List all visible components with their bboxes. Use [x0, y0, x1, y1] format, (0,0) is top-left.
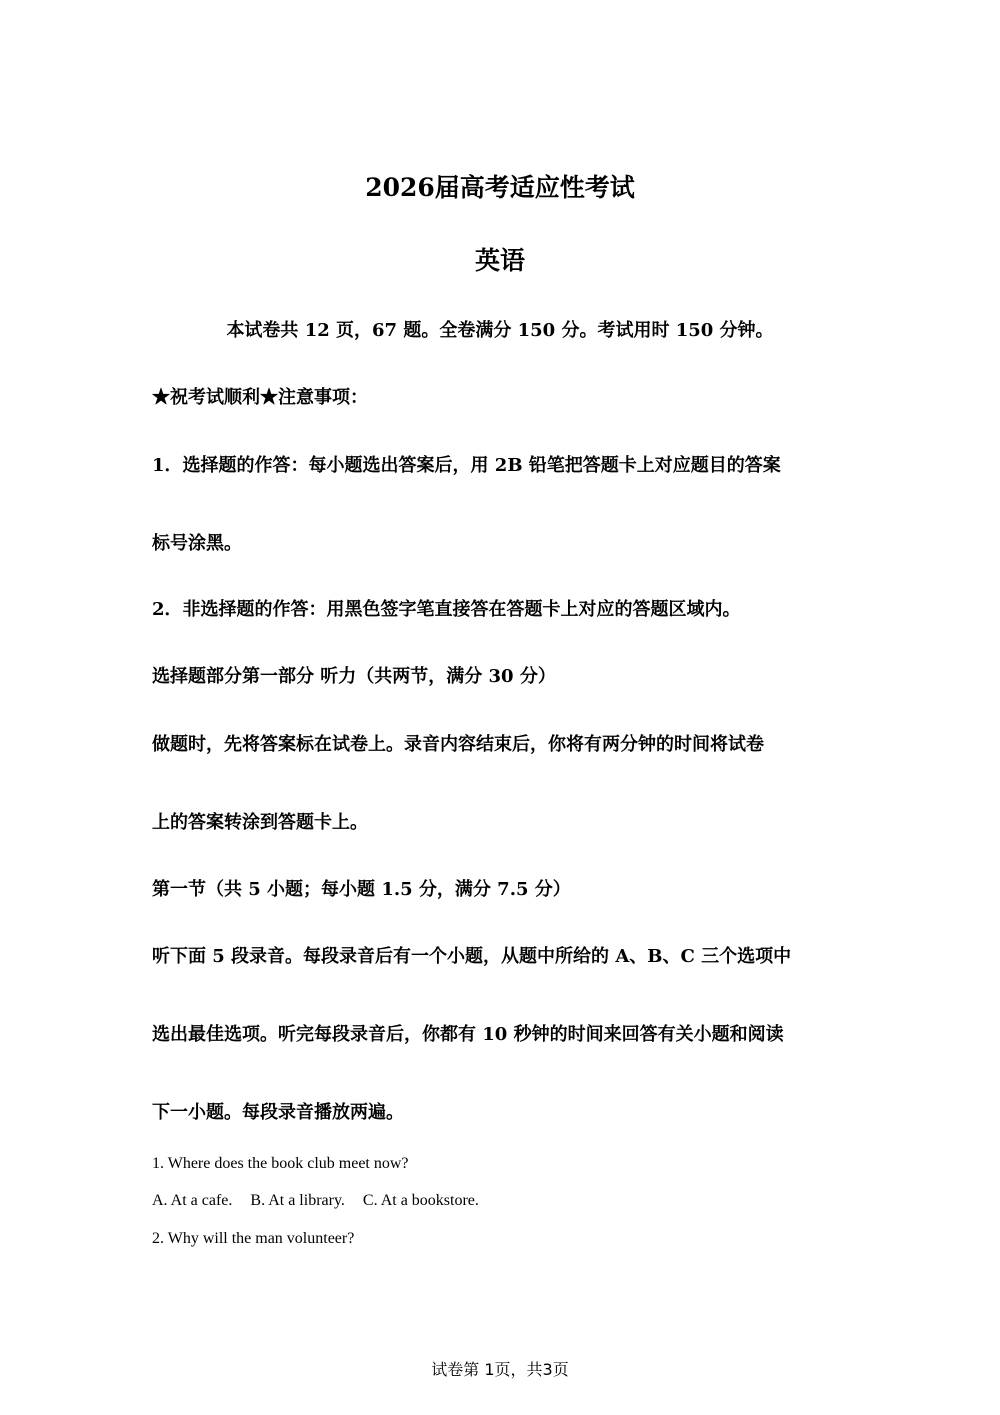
notice-heading: ★祝考试顺利★注意事项： — [152, 387, 368, 408]
notice-item-1-line-1: 1．选择题的作答：每小题选出答案后，用 2B 铅笔把答题卡上对应题目的答案 — [152, 455, 781, 476]
question-1: 1. Where does the book club meet now? — [152, 1155, 409, 1172]
section1-instruction-line-2: 选出最佳选项。听完每段录音后，你都有 10 秒钟的时间来回答有关小题和阅读 — [152, 1024, 784, 1045]
exam-title: 2026届高考适应性考试 — [365, 173, 635, 202]
subject-title: 英语 — [474, 246, 525, 275]
exam-info: 本试卷共 12 页，67 题。全卷满分 150 分。考试用时 150 分钟。 — [226, 320, 774, 341]
part1-instruction-line-2: 上的答案转涂到答题卡上。 — [152, 812, 368, 833]
option-a: A. At a cafe. — [152, 1192, 233, 1209]
section1-instruction-line-1: 听下面 5 段录音。每段录音后有一个小题，从题中所给的 A、B、C 三个选项中 — [152, 946, 792, 967]
question-1-options — [152, 1192, 497, 1210]
part1-instruction-line-1: 做题时，先将答案标在试卷上。录音内容结束后，你将有两分钟的时间将试卷 — [152, 734, 764, 755]
page-footer: 试卷第 1页，共3页 — [431, 1360, 569, 1379]
notice-item-1-line-2: 标号涂黑。 — [152, 533, 242, 554]
section1-instruction-line-3: 下一小题。每段录音播放两遍。 — [152, 1102, 404, 1123]
option-b: B. At a library. — [250, 1192, 345, 1209]
question-2: 2. Why will the man volunteer? — [152, 1230, 355, 1247]
part1-heading: 选择题部分第一部分 听力（共两节，满分 30 分） — [152, 666, 556, 687]
section1-heading: 第一节（共 5 小题；每小题 1.5 分，满分 7.5 分） — [152, 879, 571, 900]
option-c: C. At a bookstore. — [362, 1192, 479, 1209]
notice-item-2: 2．非选择题的作答：用黑色签字笔直接答在答题卡上对应的答题区域内。 — [152, 599, 741, 620]
